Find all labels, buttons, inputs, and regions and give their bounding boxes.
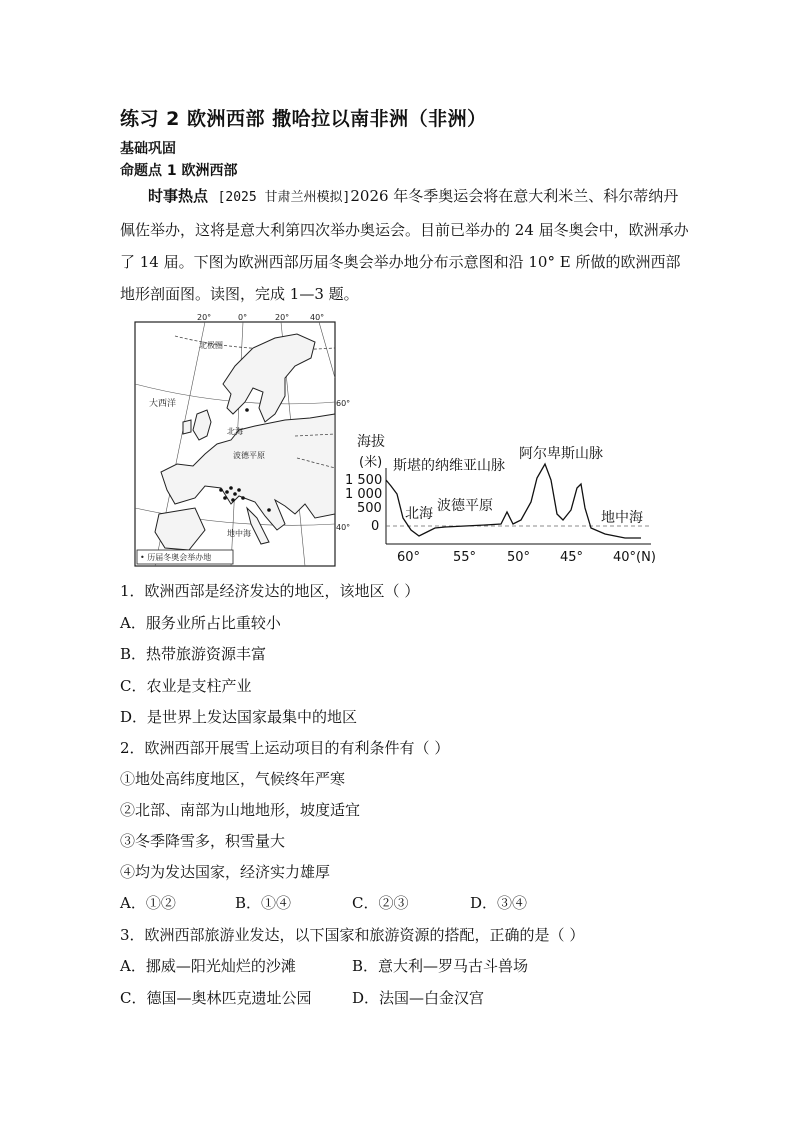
q1-option-d[interactable]: D．是世界上发达国家最集中的地区	[120, 708, 358, 726]
profile-ylabel-1: 海拔	[357, 434, 385, 450]
profile-xtick-60: 60°	[397, 550, 421, 565]
map-label-mediterranean: 地中海	[227, 529, 251, 538]
q2-option-a[interactable]: A．①②	[120, 894, 176, 912]
q2-option-c[interactable]: C．②③	[352, 894, 409, 912]
profile-ytick-0: 0	[371, 519, 380, 534]
intro-source: [2025 甘肃兰州模拟]	[217, 190, 351, 205]
q3-option-d[interactable]: D．法国—白金汉宫	[352, 989, 485, 1007]
intro-text: 2026 年冬季奥运会将在意大利米兰、科尔蒂纳丹佩佐举办，这将是意大利第四次举办奥运会。目前已举办的 24 届冬奥会中，欧洲承办了 14 届。下图为欧洲西部历届冬奥会举办地分布示意图和沿 10° E 所做的欧洲西部地形剖面图。读图，完成 1—3 题。	[120, 187, 689, 303]
q3-option-c[interactable]: C．德国—奥林匹克遗址公园	[120, 989, 312, 1007]
profile-label-polish-plain: 波德平原	[437, 498, 493, 514]
q1-stem: 1．欧洲西部是经济发达的地区，该地区（ ）	[120, 582, 420, 600]
intro-label: 时事热点	[148, 187, 209, 205]
topic-heading: 命题点 1 欧洲西部	[120, 163, 238, 179]
map-label-polish-plain: 波德平原	[233, 451, 265, 460]
europe-map	[135, 313, 350, 566]
profile-label-alps: 阿尔卑斯山脉	[519, 446, 603, 462]
map-lon-label-20e: 20°	[275, 313, 290, 322]
map-lon-label-0: 0°	[238, 313, 248, 322]
q2-stem: 2．欧洲西部开展雪上运动项目的有利条件有（ ）	[120, 739, 450, 757]
page-title: 练习 2 欧洲西部 撒哈拉以南非洲（非洲）	[120, 108, 487, 130]
map-lon-label-40e: 40°	[310, 313, 325, 322]
map-legend: • 历届冬奥会举办地	[140, 553, 212, 562]
q2-statement-2: ②北部、南部为山地地形，坡度适宜	[120, 801, 361, 819]
q2-statement-4: ④均为发达国家，经济实力雄厚	[120, 863, 331, 881]
terrain-profile	[345, 433, 656, 565]
figure	[135, 313, 665, 572]
map-lat-label-40: 40°	[336, 523, 351, 532]
q2-statement-1: ①地处高纬度地区，气候终年严寒	[120, 770, 346, 788]
section-heading: 基础巩固	[120, 141, 176, 157]
profile-ytick-1500: 1 500	[345, 473, 383, 488]
profile-label-mediterranean: 地中海	[601, 510, 643, 526]
profile-xtick-40: 40°(N)	[613, 550, 656, 565]
map-label-north-sea: 北海	[227, 427, 243, 436]
q1-option-c[interactable]: C．农业是支柱产业	[120, 677, 252, 695]
map-label-arctic-circle: 北极圈	[199, 341, 223, 350]
q1-option-b[interactable]: B．热带旅游资源丰富	[120, 645, 267, 663]
figure-svg	[135, 313, 665, 568]
profile-label-north-sea: 北海	[405, 506, 433, 522]
intro-paragraph	[120, 180, 690, 310]
profile-ytick-1000: 1 000	[345, 487, 383, 502]
map-lat-label-60: 60°	[336, 399, 351, 408]
profile-ylabel-2: (米)	[359, 455, 383, 470]
profile-xtick-45: 45°	[560, 550, 584, 565]
profile-xtick-50: 50°	[507, 550, 531, 565]
q2-option-b[interactable]: B．①④	[235, 894, 292, 912]
profile-label-scandinavian: 斯堪的纳维亚山脉	[393, 458, 505, 474]
q2-option-d[interactable]: D．③④	[470, 894, 528, 912]
q3-option-b[interactable]: B．意大利—罗马古斗兽场	[352, 957, 529, 975]
q3-stem: 3．欧洲西部旅游业发达，以下国家和旅游资源的搭配，正确的是（ ）	[120, 926, 585, 944]
map-lon-label-20w: 20°	[197, 313, 212, 322]
q1-option-a[interactable]: A．服务业所占比重较小	[120, 614, 281, 632]
profile-xtick-55: 55°	[453, 550, 477, 565]
map-label-atlantic: 大西洋	[149, 399, 177, 409]
q2-statement-3: ③冬季降雪多，积雪量大	[120, 832, 286, 850]
profile-ytick-500: 500	[357, 501, 382, 516]
q3-option-a[interactable]: A．挪威—阳光灿烂的沙滩	[120, 957, 296, 975]
